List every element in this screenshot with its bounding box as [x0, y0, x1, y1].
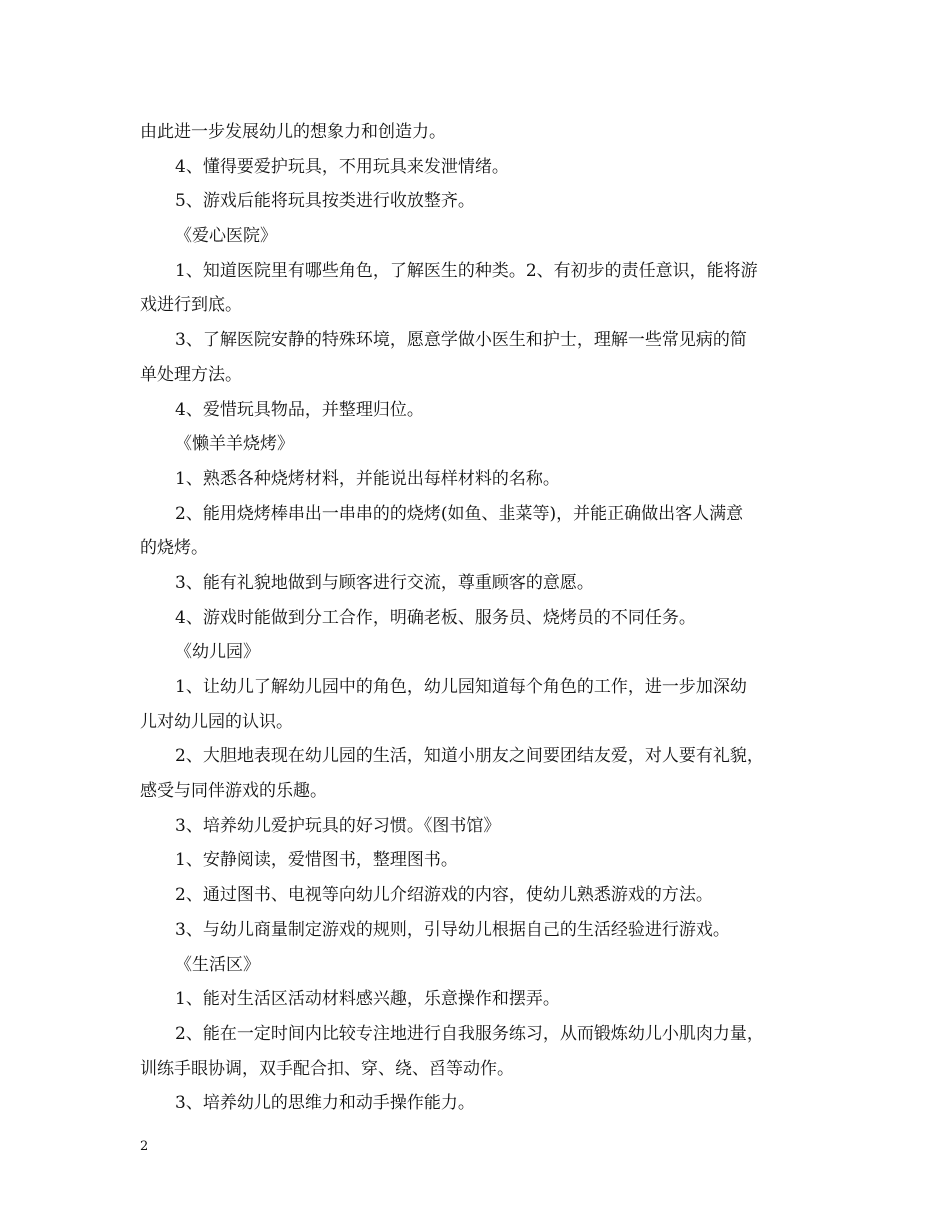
text-line: 5、游戏后能将玩具按类进行收放整齐。: [175, 191, 475, 212]
text-line: 训练手眼协调，双手配合扣、穿、绕、舀等动作。: [140, 1058, 514, 1079]
text-line: 1、让幼儿了解幼儿园中的角色，幼儿园知道每个角色的工作，进一步加深幼: [175, 677, 747, 697]
text-line: 1、安静阅读，爱惜图书，整理图书。: [175, 850, 458, 871]
text-line: 1、能对生活区活动材料感兴趣，乐意操作和摆弄。: [175, 989, 560, 1010]
text-line: 1、知道医院里有哪些角色，了解医生的种类。2、有初步的责任意识，能将游: [175, 260, 758, 281]
text-line: 4、游戏时能做到分工合作，明确老板、服务员、烧烤员的不同任务。: [175, 607, 696, 628]
text-line: 3、培养幼儿的思维力和动手操作能力。: [175, 1093, 475, 1114]
text-line: 的烧烤。: [140, 538, 208, 559]
text-line: 2、大胆地表现在幼儿园的生活，知道小朋友之间要团结友爱，对人要有礼貌，: [175, 746, 764, 767]
text-line: 2、能用烧烤棒串出一串串的的烧烤(如鱼、韭菜等)，并能正确做出客人满意: [175, 503, 744, 524]
text-line: 4、懂得要爱护玩具，不用玩具来发泄情绪。: [175, 156, 509, 177]
text-line: 由此进一步发展幼儿的想象力和创造力。: [140, 122, 446, 142]
text-line: 3、了解医院安静的特殊环境，愿意学做小医生和护士，理解一些常见病的简: [175, 330, 747, 351]
text-line: 单处理方法。: [140, 364, 242, 385]
text-line: 4、爱惜玩具物品，并整理归位。: [175, 399, 424, 420]
text-line: 儿对幼儿园的认识。: [140, 711, 293, 732]
text-line: 《幼儿园》: [175, 642, 260, 663]
text-line: 戏进行到底。: [140, 295, 242, 316]
page-number: 2: [140, 1139, 149, 1154]
text-line: 3、与幼儿商量制定游戏的规则，引导幼儿根据自己的生活经验进行游戏。: [175, 919, 730, 940]
text-line: 1、熟悉各种烧烤材料，并能说出每样材料的名称。: [175, 468, 560, 489]
text-line: 2、能在一定时间内比较专注地进行自我服务练习，从而锻炼幼儿小肌肉力量，: [175, 1023, 764, 1044]
text-line: 感受与同伴游戏的乐趣。: [140, 781, 327, 802]
text-line: 3、培养幼儿爱护玩具的好习惯。《图书馆》: [175, 815, 501, 836]
text-line: 《爱心医院》: [175, 226, 277, 247]
text-line: 《生活区》: [175, 954, 260, 975]
text-line: 2、通过图书、电视等向幼儿介绍游戏的内容，使幼儿熟悉游戏的方法。: [175, 885, 713, 906]
text-line: 《懒羊羊烧烤》: [175, 434, 294, 455]
body-text: [140, 115, 830, 1121]
text-line: 3、能有礼貌地做到与顾客进行交流，尊重顾客的意愿。: [175, 572, 594, 593]
